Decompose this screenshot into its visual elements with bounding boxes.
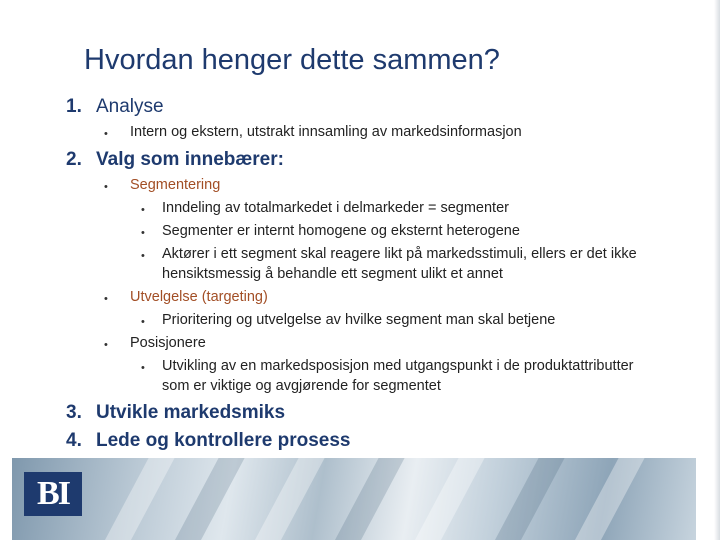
item-number: 2.	[66, 149, 82, 170]
bullet: •	[141, 362, 145, 374]
banner-decoration	[235, 458, 335, 540]
item-label: Analyse	[96, 96, 164, 117]
item-number: 4.	[66, 430, 82, 451]
banner-decoration	[555, 458, 655, 540]
sub-item-analyse: Intern og ekstern, utstrakt innsamling av markedsinformasjon	[130, 124, 522, 140]
banner-decoration	[395, 458, 495, 540]
item-label: Valg som innebærer:	[96, 149, 284, 170]
item-number: 3.	[66, 402, 82, 423]
bi-logo: BI	[24, 472, 82, 516]
slide-edge-shadow	[714, 0, 720, 540]
bullet: •	[104, 293, 108, 305]
sub-sub-item: Utvikling av en markedsposisjon med utgangspunkt i de produktattributter	[162, 358, 634, 374]
bullet: •	[141, 227, 145, 239]
sub-sub-item: Segmenter er internt homogene og eksternt heterogene	[162, 223, 520, 239]
banner-decoration	[475, 458, 575, 540]
item-1-heading	[66, 96, 164, 118]
footer-banner	[12, 458, 696, 540]
sub-sub-item-continued: hensiktsmessig å behandle ett segment ulikt et annet	[162, 266, 503, 282]
item-number: 1.	[66, 96, 82, 117]
bullet: •	[104, 128, 108, 140]
sub-sub-item-continued: som er viktige og avgjørende for segmentet	[162, 378, 441, 394]
banner-decoration	[315, 458, 415, 540]
bullet: •	[141, 316, 145, 328]
item-2-heading	[66, 149, 284, 171]
item-label: Utvikle markedsmiks	[96, 402, 286, 423]
bullet: •	[104, 339, 108, 351]
sub-item-segmentering: Segmentering	[130, 177, 221, 193]
item-4-heading	[66, 430, 350, 452]
banner-decoration	[85, 458, 185, 540]
bullet: •	[141, 250, 145, 262]
slide-title: Hvordan henger dette sammen?	[84, 44, 500, 76]
banner-decoration	[155, 458, 255, 540]
sub-item-utvelgelse: Utvelgelse (targeting)	[130, 289, 268, 305]
sub-sub-item: Aktører i ett segment skal reagere likt på markedsstimuli, ellers er det ikke	[162, 246, 637, 262]
sub-sub-item: Prioritering og utvelgelse av hvilke segment man skal betjene	[162, 312, 556, 328]
bullet: •	[104, 181, 108, 193]
item-label: Lede og kontrollere prosess	[96, 430, 351, 451]
sub-item-posisjonere: Posisjonere	[130, 335, 206, 351]
sub-sub-item: Inndeling av totalmarkedet i delmarkeder = segmenter	[162, 200, 509, 216]
bullet: •	[141, 204, 145, 216]
item-3-heading	[66, 402, 285, 424]
